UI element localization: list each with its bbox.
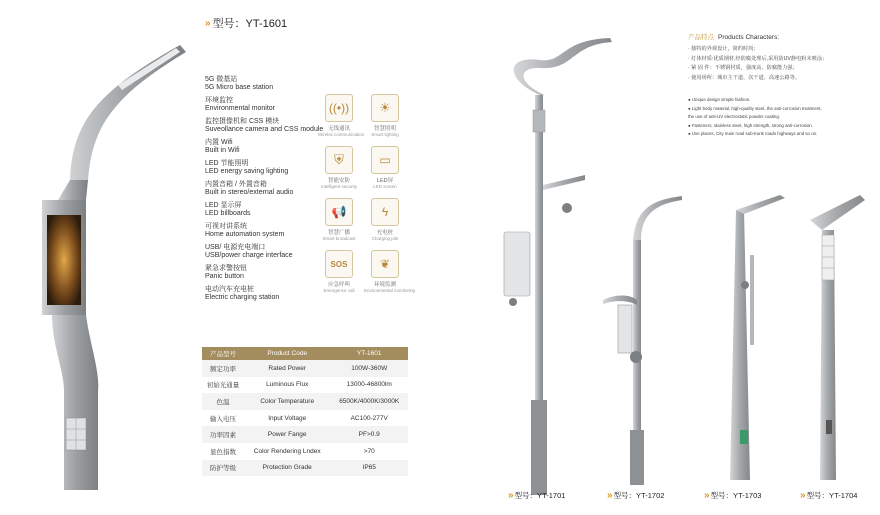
feature-item: 紧急求警按钮 Panic button bbox=[205, 265, 247, 280]
characteristic-point: ● Fasteners, stainless steel, high strength, strong anti-corrosion. bbox=[688, 122, 813, 128]
spec-row: 额定功率 Rated Power 100W-360W bbox=[202, 360, 408, 377]
chevron-icon: » bbox=[205, 17, 209, 29]
megaphone-icon: 📢 bbox=[331, 205, 347, 219]
characteristic-point: · 独特的外观设计，简约时尚； bbox=[688, 46, 759, 52]
sos-icon: SOS bbox=[330, 259, 348, 269]
chevron-icon: » bbox=[800, 490, 804, 501]
feature-item: 内置音箱 / 外置音箱 Built in stereo/external audio bbox=[205, 181, 294, 196]
characteristic-point: · 使用场所：城市主干道、次干道、高速公路等。 bbox=[688, 74, 801, 81]
feature-item: 5G 微基站 5G Micro base station bbox=[205, 76, 274, 91]
function-item: ϟ 充电桩 Charging pile bbox=[364, 198, 406, 248]
feature-item: 可视对讲系统 Home automation system bbox=[205, 223, 285, 238]
characteristic-point: the use of anti-UV electrostatic powder coating. bbox=[688, 114, 781, 119]
shield-icon: ⛨ bbox=[334, 152, 344, 167]
feature-item: USB/ 电源充电端口 USB/power charge interface bbox=[205, 244, 293, 259]
characteristic-point: · 紧 固 件：不锈钢材质，强度高，防腐能力强； bbox=[688, 65, 798, 71]
feature-item: LED 显示屏 LED billboards bbox=[205, 202, 251, 217]
spec-header-cell: 产品型号 bbox=[202, 347, 244, 360]
function-item: 📢 智慧广播 Smart broadcast bbox=[318, 198, 360, 248]
function-item: ((•)) 无线通讯 Wirelss communication bbox=[318, 94, 360, 144]
spec-row: 防护等级 Protection Grade IP65 bbox=[202, 460, 408, 477]
feature-item: 电动汽车充电桩 Electric charging station bbox=[205, 286, 280, 301]
feature-item: 监控摄像机和 CSS 模块 Suveollance camera and CSS module bbox=[205, 118, 324, 133]
characteristics-title: 产品特点 Products Characters: bbox=[688, 34, 780, 41]
feature-item: 环境监控 Environmental monitor bbox=[205, 97, 276, 112]
chevron-icon: » bbox=[508, 490, 512, 501]
spec-row: 显色指数 Color Rendering Lndex >70 bbox=[210, 447, 375, 456]
model-label-1703: » 型号：YT-1703 bbox=[704, 490, 762, 501]
spec-row: 功率因素 Power Fange PF>0.9 bbox=[202, 426, 408, 443]
characteristic-point: ● Unique design simple fashion. bbox=[688, 97, 751, 102]
pole-yt-1701 bbox=[504, 38, 612, 495]
spec-row: 输入电压 Input Voltage AC100-277V bbox=[210, 414, 388, 423]
chevron-icon: » bbox=[607, 490, 611, 501]
pole-yt-1702 bbox=[603, 196, 682, 485]
characteristic-point: ● Light body material, high-quality steel, the anti-corrosion treatment, bbox=[688, 105, 822, 111]
function-item: ☀ 智慧照明 Smart lighting bbox=[364, 94, 406, 144]
characteristic-point: ● Use places, City main road sub-trunk roads highways and so on. bbox=[688, 131, 818, 136]
model-label-1702: » 型号：YT-1702 bbox=[607, 490, 665, 501]
bulb-icon: ☀ bbox=[379, 100, 391, 115]
wireless-icon: ((•)) bbox=[328, 101, 350, 115]
characteristics-zh-list bbox=[688, 45, 878, 83]
function-item: ⛨ 智能安防 Intelligent security bbox=[318, 146, 360, 196]
function-item: SOS 应急呼叫 Emergence call bbox=[318, 250, 360, 300]
spec-header-cell: YT-1601 bbox=[330, 347, 408, 360]
pole-yt-1703 bbox=[730, 195, 785, 480]
characteristics-en-list bbox=[688, 96, 878, 139]
main-model-label: 型号：YT-1601 bbox=[212, 18, 288, 30]
feature-item: LED 节能照明 LED energy saving lighting bbox=[205, 160, 289, 175]
chevron-icon: » bbox=[704, 490, 708, 501]
leaf-icon: ❦ bbox=[379, 257, 391, 271]
characteristic-point: · 灯体材质:优质钢材,经防腐处理后,采用防UV静电粉末喷涂； bbox=[688, 55, 828, 62]
pole-yt-1704 bbox=[810, 195, 865, 480]
spec-header-cell: Product Code bbox=[244, 347, 330, 360]
model-label-1701: » 型号：YT-1701 bbox=[508, 490, 566, 501]
feature-item: 内置 Wifi Built in Wifi bbox=[205, 139, 240, 154]
model-label-1704: » 型号：YT-1704 bbox=[800, 490, 858, 501]
spec-row: 色温 Color Temperature 6500K/4000K/3000K bbox=[202, 393, 408, 410]
function-item: ❦ 环境监测 Environmental monitoring bbox=[364, 250, 406, 300]
charging-icon: ϟ bbox=[381, 205, 389, 219]
spec-row: 初始光通量 Luminous Flux 13000-46800lm bbox=[206, 381, 392, 390]
screen-icon: ▭ bbox=[379, 153, 391, 167]
function-item: ▭ LED屏 LED screen bbox=[364, 146, 406, 196]
